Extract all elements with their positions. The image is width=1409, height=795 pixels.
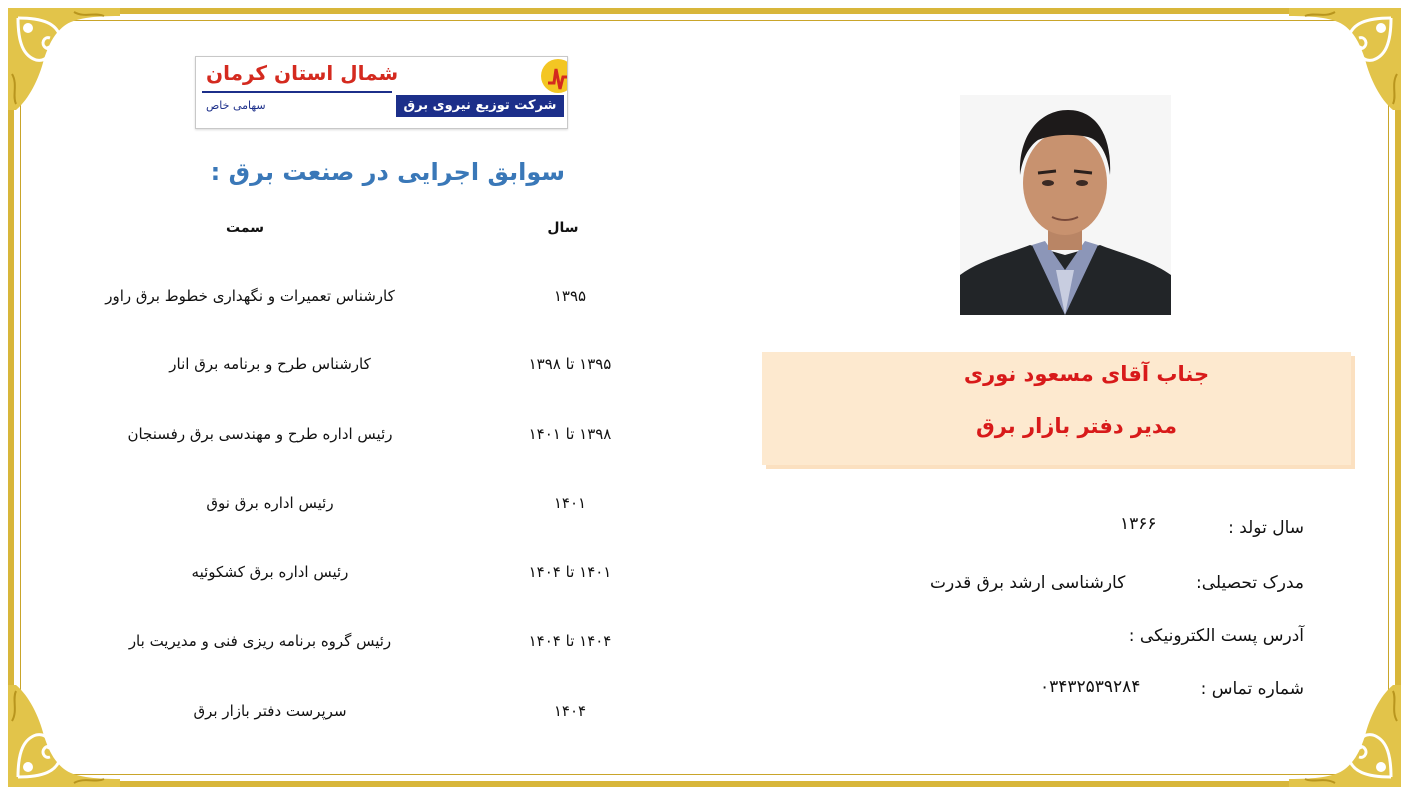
logo-company-type: شرکت توزیع نیروی برق [396, 95, 564, 117]
history-role: رئیس گروه برنامه ریزی فنی و مدیریت بار [128, 632, 392, 650]
phone-label: شماره تماس : [1200, 679, 1304, 699]
history-role: کارشناس طرح و برنامه برق انار [169, 355, 371, 373]
history-year: ۱۴۰۴ [553, 702, 587, 720]
history-row [80, 425, 660, 455]
logo-company-name: شمال استان کرمان [206, 61, 399, 85]
history-year: ۱۴۰۴ تا ۱۴۰۴ [528, 632, 612, 650]
history-row [80, 287, 660, 317]
phone-line [900, 679, 1304, 705]
company-logo [195, 56, 568, 129]
history-title: سوابق اجرایی در صنعت برق : [210, 158, 565, 186]
history-year: ۱۳۹۵ [553, 287, 587, 305]
history-role: رئیس اداره طرح و مهندسی برق رفسنجان [127, 425, 393, 443]
history-role: سرپرست دفتر بازار برق [193, 702, 347, 720]
history-role: رئیس اداره برق کشکوئیه [191, 563, 349, 581]
birth-year-value: ۱۳۶۶ [1120, 514, 1157, 534]
phone-value: ۰۳۴۳۲۵۳۹۲۸۴ [1040, 677, 1141, 697]
history-year: ۱۴۰۱ [553, 494, 587, 512]
history-year: ۱۳۹۸ تا ۱۴۰۱ [528, 425, 612, 443]
degree-line [900, 573, 1304, 599]
history-row [80, 632, 660, 662]
name-panel [762, 352, 1351, 465]
column-header-role: سمت [226, 220, 264, 236]
logo-ownership: سهامی خاص [206, 99, 266, 112]
ornament-corner-bottom-left [4, 681, 124, 791]
profile-photo [960, 95, 1171, 315]
history-role: رئیس اداره برق نوق [206, 494, 334, 512]
ornament-corner-top-right [1285, 4, 1405, 114]
history-row [80, 702, 660, 732]
history-row [80, 563, 660, 593]
history-role: کارشناس تعمیرات و نگهداری خطوط برق راور [105, 287, 395, 305]
lightning-icon [546, 63, 568, 97]
birth-year-line [900, 514, 1304, 544]
history-row [80, 355, 660, 385]
birth-year-label: سال تولد : [1228, 518, 1304, 538]
person-name: جناب آقای مسعود نوری [963, 362, 1210, 386]
person-position: مدیر دفتر بازار برق [975, 414, 1178, 438]
email-label: آدرس پست الکترونیکی : [1128, 626, 1304, 646]
email-line [900, 626, 1304, 652]
history-year: ۱۳۹۵ تا ۱۳۹۸ [528, 355, 612, 373]
history-year: ۱۴۰۱ تا ۱۴۰۴ [528, 563, 612, 581]
degree-label: مدرک تحصیلی: [1196, 573, 1304, 593]
history-row [80, 494, 660, 524]
degree-value: کارشناسی ارشد برق قدرت [930, 573, 1126, 593]
ornament-corner-top-left [4, 4, 124, 114]
column-header-year: سال [547, 220, 579, 236]
logo-divider [202, 91, 392, 93]
